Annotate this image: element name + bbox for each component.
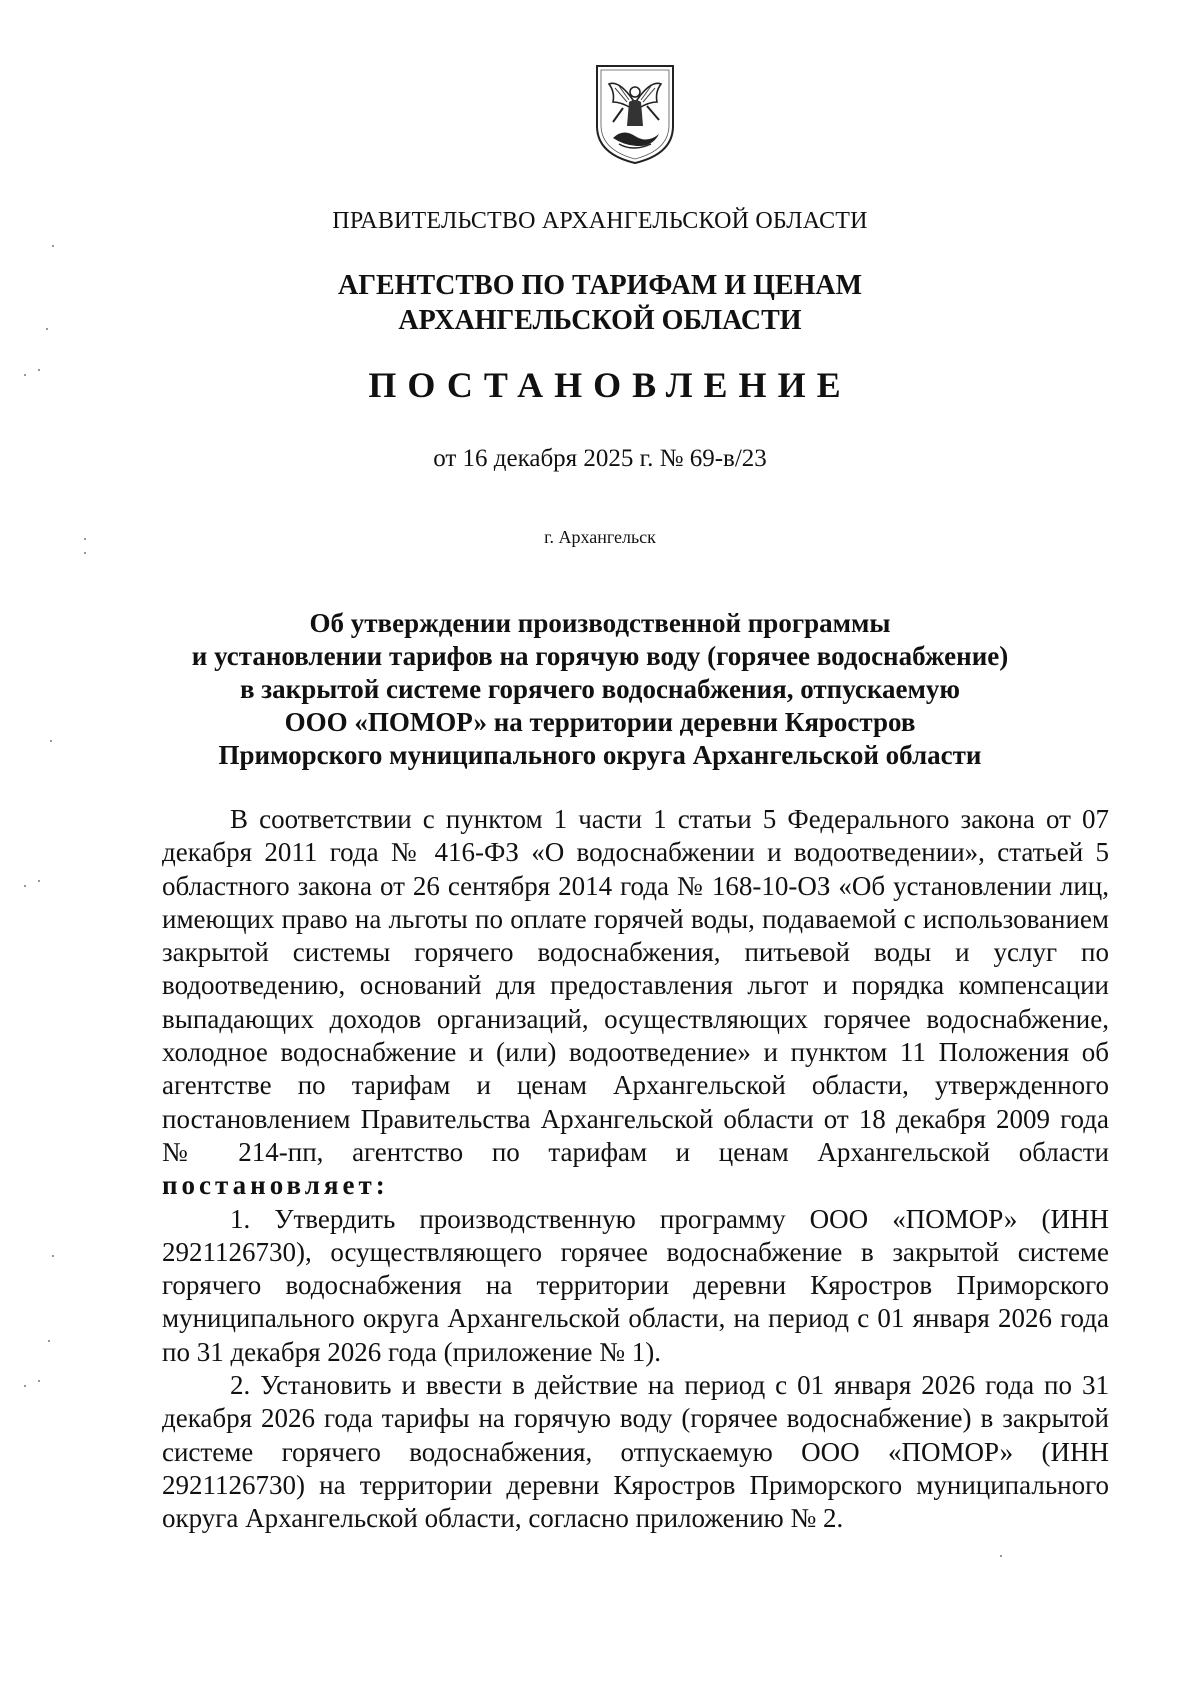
- title-line: Об утверждении производственной программы: [309, 608, 891, 638]
- title-line: Приморского муниципального округа Архангельской области: [218, 740, 982, 770]
- scan-speck: [38, 880, 40, 882]
- date-and-number: от 16 декабря 2025 г. № 69-в/23: [433, 445, 767, 472]
- decrees-word: постановляет:: [162, 1170, 389, 1201]
- item-1-paragraph: 1. Утвердить производственную программу ООО «ПОМОР» (ИНН 2921126730), осуществляющего горячее водоснабжение в закрытой системе горячего водоснабжения на территории деревни Кяростров Приморского муниципального округа Архангельской области, на период с 01 января 2026 года по 31 декабря 2026 года (приложение № 1).: [162, 1203, 1109, 1367]
- scan-speck: [84, 552, 86, 554]
- scan-speck: [52, 1255, 54, 1257]
- agency-name-line1: АГЕНТСТВО ПО ТАРИФАМ И ЦЕНАМ: [337, 270, 863, 301]
- scan-speck: [1000, 1555, 1002, 1557]
- scan-speck: [84, 538, 86, 540]
- document-type: ПОСТАНОВЛЕНИЕ: [368, 365, 852, 405]
- scan-speck: [24, 885, 26, 887]
- document-body: [162, 803, 1109, 1536]
- scan-speck: [48, 1340, 50, 1342]
- agency-name: [0, 268, 1200, 338]
- scan-speck: [38, 369, 40, 371]
- scan-speck: [38, 1380, 40, 1382]
- title-line: ООО «ПОМОР» на территории деревни Кяростров: [284, 707, 916, 737]
- agency-name-line2: АРХАНГЕЛЬСКОЙ ОБЛАСТИ: [398, 305, 802, 336]
- title-line: и установлении тарифов на горячую воду (горячее водоснабжение): [191, 641, 1009, 671]
- scan-speck: [46, 328, 48, 330]
- government-name: ПРАВИТЕЛЬСТВО АРХАНГЕЛЬСКОЙ ОБЛАСТИ: [332, 208, 868, 234]
- coat-of-arms-icon: [593, 62, 677, 166]
- preamble-paragraph: [162, 803, 1109, 1203]
- scan-speck: [50, 740, 52, 742]
- document-title: [0, 607, 1200, 772]
- scan-speck: [52, 245, 54, 247]
- item-2-paragraph: 2. Установить и ввести в действие на период с 01 января 2026 года по 31 декабря 2026 года тарифы на горячую воду (горячее водоснабжение) в закрытой системе горячего водоснабжения, отпускаемую ООО «ПОМОР» (ИНН 2921126730) на территории деревни Кяростров Приморского муниципального округа Архангельской области, согласно приложению № 2.: [162, 1370, 1109, 1534]
- scan-speck: [24, 1385, 26, 1387]
- preamble-text: В соответствии с пунктом 1 части 1 статьи 5 Федерального закона от 07 декабря 2011 года № 416-ФЗ «О водоснабжении и водоотведении», статьей 5 областного закона от 26 сентября 2014 года № 168-10-ОЗ «Об установлении лиц, имеющих право на льготы по оплате горячей воды, подаваемой с использованием закрытой системы горячего водоснабжения, питьевой воды и услуг по водоотведению, оснований для предоставления льгот и порядка компенсации выпадающих доходов организаций, осуществляющих горячее водоснабжение, холодное водоснабжение и (или) водоотведение» и пунктом 11 Положения об агентстве по тарифам и ценам Архангельской области, утвержденного постановлением Правительства Архангельской области от 18 декабря 2009 года № 214-пп, агентство по тарифам и ценам Архангельской области: [162, 804, 1109, 1167]
- scan-speck: [24, 374, 26, 376]
- title-line: в закрытой системе горячего водоснабжения, отпускаемую: [239, 674, 961, 704]
- city-name: г. Архангельск: [544, 527, 656, 547]
